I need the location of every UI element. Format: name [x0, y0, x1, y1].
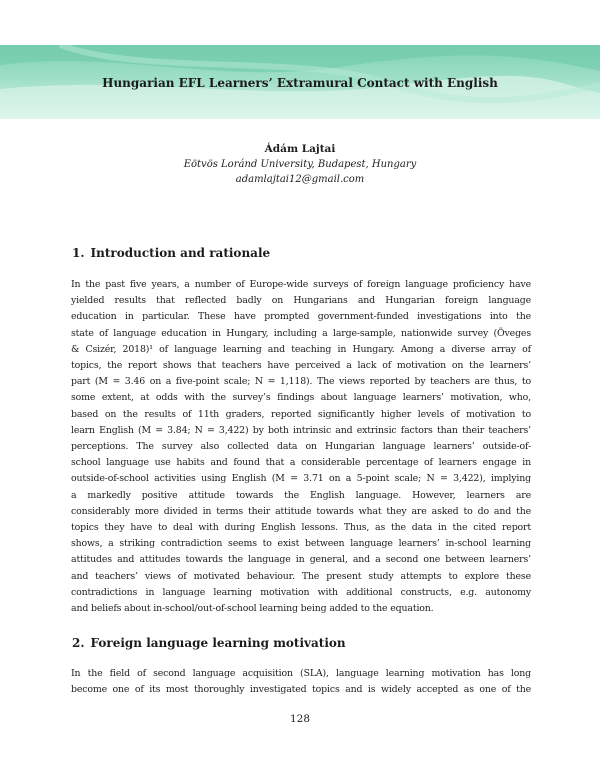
paragraph-line: In the past five years, a number of Europe-wide surveys of foreign language proficiency have — [71, 279, 531, 290]
section-heading-motivation — [72, 636, 346, 650]
paragraph-line: a markedly positive attitude towards the English language. However, learners are — [71, 489, 531, 501]
paragraph-line: some extent, at odds with the survey’s findings about language learners’ motivation, who, — [71, 392, 531, 404]
paragraph-line: topics, the report shows that teachers have perceived a lack of motivation on the learners’ — [71, 360, 531, 372]
paragraph-line: become one of its most thoroughly investigated topics and is widely accepted as one of the — [71, 684, 531, 696]
paragraph-line: perceptions. The survey also collected data on Hungarian language learners’ outside-of- — [71, 441, 531, 453]
introduction-paragraph — [71, 277, 531, 617]
section-number: 2. — [72, 636, 85, 650]
paragraph-line: and teachers’ views of motivated behaviour. The present study attempts to explore these — [71, 570, 531, 582]
author-name: Ádám Lajtai — [264, 143, 336, 155]
page-number: 128 — [289, 713, 311, 725]
author-block — [0, 142, 600, 187]
paragraph-line: In the field of second language acquisition (SLA), language learning motivation has long — [71, 668, 531, 679]
paragraph-line: education in particular. These have prompted government-funded investigations into the — [71, 311, 531, 323]
paragraph-line: contradictions in language learning motivation with additional constructs, e.g. autonomy — [71, 586, 531, 598]
section-title: Foreign language learning motivation — [90, 636, 346, 650]
section-title: Introduction and rationale — [90, 246, 271, 260]
paper-title: Hungarian EFL Learners’ Extramural Contact with English — [102, 76, 498, 90]
paragraph-line: based on the results of 11th graders, reported significantly higher levels of motivation to — [71, 408, 531, 420]
paragraph-line: & Csizér, 2018)¹ of language learning and teaching in Hungary. Among a diverse array of — [71, 343, 531, 355]
paragraph-line: considerably more divided in terms their attitude towards what they are asked to do and the — [71, 505, 531, 517]
paragraph-line: and beliefs about in-school/out-of-school learning being added to the equation. — [71, 603, 434, 615]
paragraph-line: outside-of-school activities using English (M = 3.71 on a 5-point scale; N = 3,422), implying — [71, 473, 531, 485]
paragraph-line: state of language education in Hungary, including a large-sample, nationwide survey (Öveges — [71, 327, 531, 339]
section-number: 1. — [72, 246, 85, 260]
paragraph-line: shows, a striking contradiction seems to exist between language learners’ in-school learning — [71, 538, 531, 550]
author-affiliation: Eötvös Loránd University, Budapest, Hungary — [183, 159, 417, 170]
motivation-paragraph — [71, 666, 531, 698]
paragraph-line: topics they have to deal with during English lessons. Thus, as the data in the cited report — [71, 522, 531, 534]
section-heading-introduction — [72, 246, 270, 260]
paragraph-line: learn English (M = 3.84; N = 3,422) by both intrinsic and extrinsic factors than their teachers’ — [71, 424, 531, 436]
paragraph-line: school language use habits and found that a considerable percentage of learners engage in — [71, 457, 531, 469]
author-email: adamlajtai12@gmail.com — [235, 174, 365, 185]
paragraph-line: attitudes and attitudes towards the language in general, and a second one between learners’ — [71, 554, 531, 566]
paragraph-line: part (M = 3.46 on a five-point scale; N = 1,118). The views reported by teachers are thus, to — [71, 376, 531, 388]
paragraph-line: yielded results that reflected badly on Hungarians and Hungarian foreign language — [71, 295, 531, 307]
